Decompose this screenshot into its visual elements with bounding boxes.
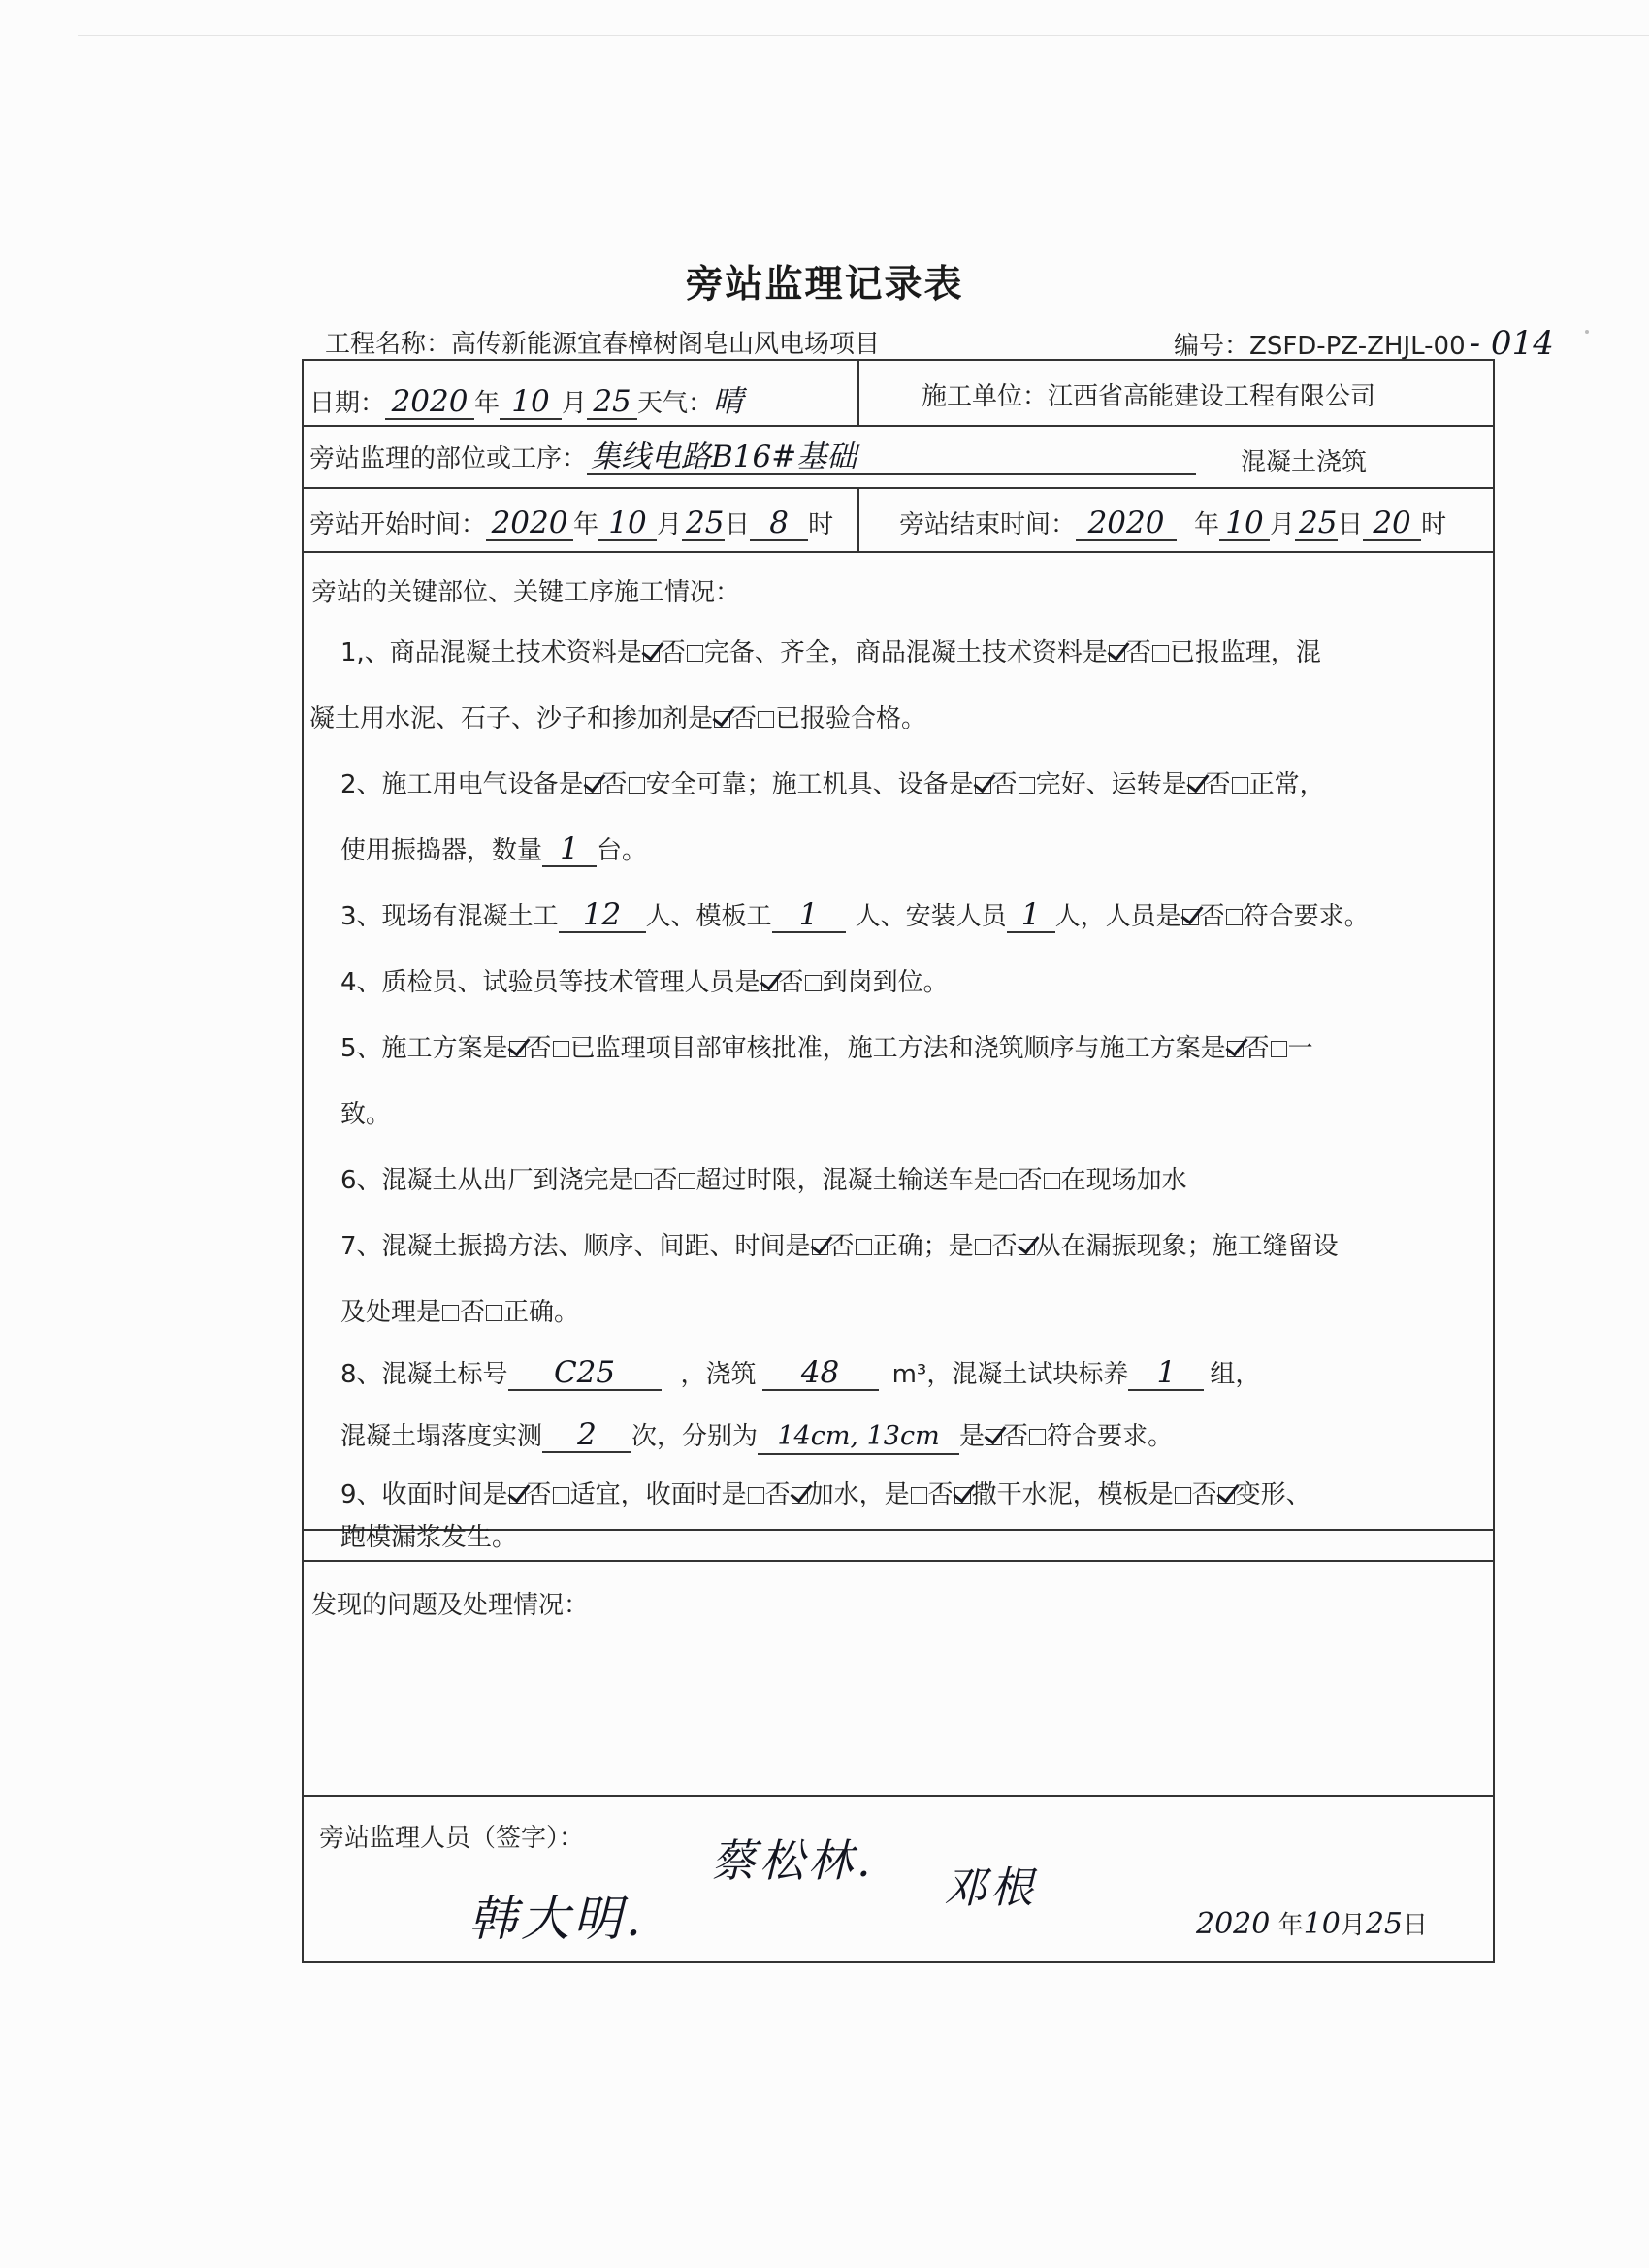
item-5-line-2: 致。: [340, 1100, 392, 1129]
text: 2、施工用电气设备是: [340, 770, 584, 799]
signature-3: 邓根: [944, 1863, 1037, 1913]
concrete-grade: C25: [508, 1356, 662, 1391]
vibrator-count: 1: [542, 832, 597, 867]
text: 人，人员是: [1054, 902, 1181, 931]
issues-label: 发现的问题及处理情况：: [311, 1591, 590, 1620]
text: 否: [460, 1298, 486, 1327]
sign-year: 2020: [1196, 1907, 1271, 1941]
signature-2: 蔡松林.: [711, 1834, 875, 1887]
text: 9、收面时间是: [340, 1480, 508, 1509]
text: 混凝土塌落度实测: [340, 1422, 543, 1451]
text: 及处理是: [340, 1298, 442, 1327]
item-8-line-2: [340, 1416, 1173, 1455]
scan-speck: [1585, 330, 1589, 334]
text: 否: [991, 1232, 1018, 1261]
year-char: 年: [1194, 510, 1220, 539]
start-time-cell: [309, 504, 833, 541]
sign-day: 25: [1365, 1907, 1404, 1941]
start-year: 2020: [486, 506, 573, 541]
text: 否: [1205, 770, 1231, 799]
item-9-line-1: [340, 1474, 1311, 1510]
signature-label: 旁站监理人员（签字）：: [319, 1824, 585, 1853]
checkbox-checked: [1182, 909, 1199, 925]
month-char: 月: [562, 389, 588, 418]
checkbox: [758, 711, 774, 728]
checkbox-checked: [1227, 1041, 1244, 1057]
row-times: [304, 489, 1493, 553]
checkbox: [805, 975, 822, 991]
checkbox: [442, 1305, 459, 1321]
end-time-cell: [899, 504, 1446, 541]
checkbox: [687, 645, 703, 662]
start-month: 10: [598, 506, 657, 541]
checkbox: [486, 1305, 502, 1321]
text: 撒干水泥，模板是: [971, 1480, 1174, 1509]
checkbox-checked: [761, 975, 778, 991]
text: 人、安装人员: [855, 902, 1007, 931]
text: 安全可靠；施工机具、设备是: [645, 770, 974, 799]
text: 组，: [1210, 1360, 1261, 1389]
text: 已监理项目部审核批准，施工方法和浇筑顺序与施工方案是: [569, 1034, 1226, 1063]
page-title: 旁站监理记录表: [685, 263, 964, 307]
checkbox-checked: [1188, 777, 1205, 794]
end-time-label: 旁站结束时间：: [899, 510, 1077, 539]
hour-char: 时: [1421, 510, 1447, 539]
date-day: 25: [587, 385, 637, 420]
hour-char: 时: [808, 510, 834, 539]
row-signature: [304, 1797, 1493, 1961]
date-year: 2020: [385, 385, 474, 420]
project-label: 工程名称：: [325, 330, 452, 359]
item-5-line-1: [340, 1028, 1313, 1064]
scan-edge-line: [78, 35, 1649, 36]
item-9-line-2: 跑模漏浆发生。: [340, 1523, 518, 1552]
checkbox-checked: [714, 711, 730, 728]
text: 正确；是: [872, 1232, 974, 1261]
text: 在现场加水: [1060, 1166, 1187, 1195]
text: 否: [1199, 902, 1225, 931]
pour-volume: 48: [762, 1356, 879, 1391]
checkbox-checked: [509, 1041, 526, 1057]
text: 3、现场有混凝土工: [340, 902, 559, 931]
start-hour: 8: [750, 506, 808, 541]
text: 6、混凝土从出厂到浇完是: [340, 1166, 634, 1195]
day-char: 日: [725, 510, 751, 539]
checkbox-checked: [812, 1239, 828, 1255]
text: 否: [764, 1480, 791, 1509]
checkbox: [1000, 1173, 1017, 1189]
text: 正确。: [503, 1298, 580, 1327]
row-location: [304, 427, 1493, 489]
signature-1: 韩大明.: [469, 1891, 645, 1947]
text: 否: [778, 968, 804, 997]
checkbox: [911, 1487, 927, 1504]
text: 否: [927, 1480, 954, 1509]
item-4: [340, 962, 949, 998]
checkbox: [635, 1173, 652, 1189]
checkbox: [1152, 645, 1169, 662]
item-7-line-1: [340, 1226, 1339, 1262]
location-value: 集线电路B16#基础: [587, 440, 1196, 475]
checkbox-checked: [643, 645, 660, 662]
text: 否: [526, 1480, 552, 1509]
checkbox-checked: [1018, 1239, 1035, 1255]
checkbox: [748, 1487, 764, 1504]
day-char: 日: [1338, 510, 1364, 539]
text: 加水，是: [808, 1480, 910, 1509]
text: 4、质检员、试验员等技术管理人员是: [340, 968, 760, 997]
project-name: 高传新能源宜春樟树阁皂山风电场项目: [451, 330, 881, 359]
text: 否: [828, 1232, 855, 1261]
end-month: 10: [1219, 506, 1270, 541]
unit-cell: [922, 376, 1375, 412]
end-hour: 20: [1363, 506, 1421, 541]
start-time-label: 旁站开始时间：: [309, 510, 487, 539]
unit-label: 施工单位：: [922, 382, 1049, 411]
checkbox: [679, 1173, 695, 1189]
unit-value: 江西省高能建设工程有限公司: [1048, 382, 1376, 411]
checkbox-checked: [509, 1487, 526, 1504]
text: 否: [601, 770, 628, 799]
slump-values: 14cm, 13cm: [758, 1420, 959, 1455]
checkbox-checked: [1109, 645, 1125, 662]
text: 适宜，收面时是: [569, 1480, 747, 1509]
text: 一: [1287, 1034, 1313, 1063]
text: 人、模板工: [645, 902, 772, 931]
slump-test-times: 2: [542, 1418, 631, 1453]
date-cell: [309, 376, 743, 420]
date-month: 10: [500, 385, 562, 420]
month-char: 月: [657, 510, 683, 539]
text: 8、混凝土标号: [340, 1360, 508, 1389]
weather-value: 晴: [713, 384, 744, 419]
install-workers: 1: [1007, 898, 1055, 933]
text: 否: [1191, 1480, 1217, 1509]
test-block-groups: 1: [1128, 1356, 1204, 1391]
checkbox: [1271, 1041, 1287, 1057]
start-day: 25: [682, 506, 725, 541]
text: 否: [1003, 1422, 1029, 1451]
month-char: 月: [1340, 1911, 1366, 1940]
date-label: 日期：: [309, 389, 386, 418]
row-divider: [857, 361, 859, 425]
text: 已报验合格。: [775, 704, 927, 733]
checkbox: [629, 777, 645, 794]
text: 否: [1244, 1034, 1270, 1063]
checkbox-checked: [975, 777, 991, 794]
formwork-workers: 1: [772, 898, 846, 933]
text: 完好、运转是: [1035, 770, 1187, 799]
project-line: [325, 324, 880, 360]
text: 从在漏振现象；施工缝留设: [1035, 1232, 1339, 1261]
text: m³，混凝土试块标养: [891, 1360, 1129, 1389]
item-6: [340, 1160, 1187, 1196]
text: 否: [652, 1166, 678, 1195]
checkbox: [553, 1487, 569, 1504]
item-8-line-1: [340, 1354, 1260, 1391]
section-title: 旁站的关键部位、关键工序施工情况：: [311, 578, 741, 607]
checkbox: [1175, 1487, 1191, 1504]
concrete-workers: 12: [559, 898, 646, 933]
text: ，浇筑: [680, 1360, 757, 1389]
serial-label: 编号：: [1174, 332, 1250, 361]
end-year: 2020: [1076, 506, 1177, 541]
checkbox: [975, 1239, 991, 1255]
item-7-line-2: [340, 1292, 579, 1328]
item-1-line-2: [309, 698, 926, 734]
end-day: 25: [1295, 506, 1338, 541]
item-3: [340, 896, 1370, 933]
text: 否: [660, 638, 686, 667]
text: 7、混凝土振捣方法、顺序、间距、时间是: [340, 1232, 811, 1261]
text: 否: [991, 770, 1018, 799]
checkbox: [1029, 1429, 1046, 1445]
row-date-unit: [304, 361, 1493, 427]
text: 1,、商品混凝土技术资料是: [340, 638, 642, 667]
checkbox-checked: [986, 1429, 1002, 1445]
checkbox: [1232, 777, 1248, 794]
row-issues: [304, 1560, 1493, 1797]
text: 符合要求。: [1243, 902, 1370, 931]
item-1-line-1: [340, 632, 1321, 668]
sign-month: 10: [1303, 1907, 1341, 1941]
text: 次，分别为: [631, 1422, 759, 1451]
record-form: [302, 359, 1495, 1963]
text: 正常，: [1248, 770, 1325, 799]
text: 已报监理，混: [1169, 638, 1321, 667]
serial-prefix: ZSFD-PZ-ZHJL-00: [1249, 332, 1466, 361]
year-char: 年: [573, 510, 599, 539]
signature-date: [1196, 1905, 1428, 1941]
text: 台。: [597, 836, 648, 865]
text: 5、施工方案是: [340, 1034, 508, 1063]
text: 是: [959, 1422, 986, 1451]
text: 完备、齐全，商品混凝土技术资料是: [703, 638, 1108, 667]
serial-line: [1174, 324, 1554, 363]
text: 否: [1017, 1166, 1043, 1195]
year-char: 年: [474, 389, 501, 418]
location-cell: [309, 438, 1196, 475]
text: 到岗到位。: [822, 968, 949, 997]
text: 超过时限，混凝土输送车是: [695, 1166, 999, 1195]
text: 凝土用水泥、石子、沙子和掺加剂是: [309, 704, 714, 733]
text: 使用振捣器，数量: [340, 836, 543, 865]
text: 否: [731, 704, 758, 733]
checkbox: [553, 1041, 569, 1057]
year-char: 年: [1277, 1911, 1304, 1940]
checkbox: [1044, 1173, 1060, 1189]
text: 符合要求。: [1047, 1422, 1174, 1451]
weather-label: 天气：: [637, 389, 714, 418]
checkbox: [1226, 909, 1243, 925]
serial-handwritten: - 014: [1469, 324, 1554, 363]
item-2-line-1: [340, 764, 1325, 800]
row-divider: [857, 489, 859, 551]
checkbox-checked: [585, 777, 601, 794]
day-char: 日: [1403, 1911, 1429, 1940]
month-char: 月: [1270, 510, 1296, 539]
checkbox-checked: [954, 1487, 971, 1504]
row-key-process: [304, 553, 1493, 1531]
location-label: 旁站监理的部位或工序：: [309, 444, 588, 473]
item-2-line-2: [340, 830, 647, 867]
process-suffix: 混凝土浇筑: [1241, 448, 1368, 477]
text: 否: [526, 1034, 552, 1063]
checkbox: [1018, 777, 1035, 794]
text: 变形、: [1235, 1480, 1311, 1509]
text: 否: [1125, 638, 1151, 667]
checkbox: [856, 1239, 872, 1255]
checkbox-checked: [1218, 1487, 1235, 1504]
checkbox-checked: [792, 1487, 808, 1504]
